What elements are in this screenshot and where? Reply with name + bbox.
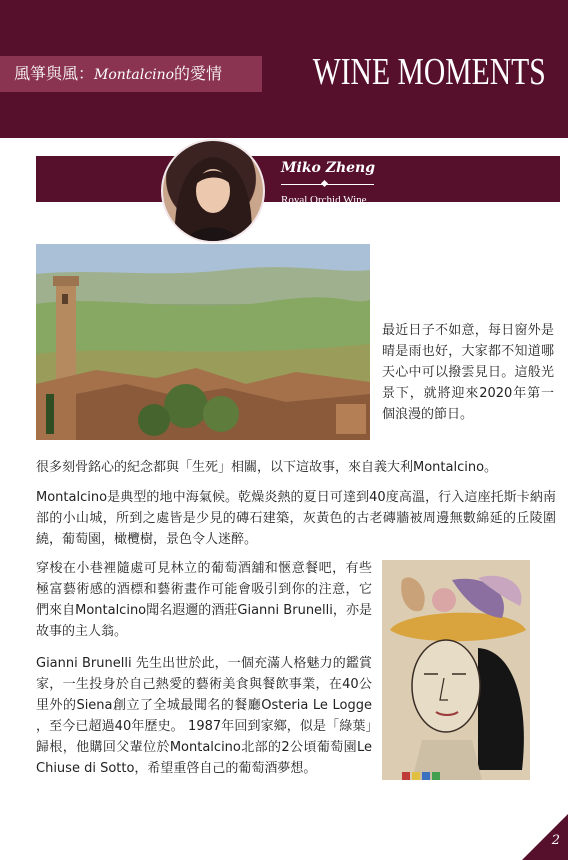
paragraph-2: 很多刻骨銘心的紀念都與「生死」相關，以下這故事，來自義大利Montalcino。 [36, 460, 498, 475]
montalcino-photo [36, 244, 370, 440]
avatar-portrait [163, 141, 263, 241]
author-role: Sales and Marketing Manager [281, 208, 414, 220]
page-number: 2 [551, 833, 560, 848]
author-avatar [161, 139, 265, 243]
author-name: Miko Zheng [281, 160, 376, 176]
author-company: Royal Orchid Wine [281, 194, 367, 206]
author-title [281, 193, 413, 221]
paragraph-4: 穿梭在小巷裡隨處可見林立的葡萄酒舖和愜意餐吧，有些極富藝術感的酒標和藝術畫作可能會吸引到你的注意，它們來自Montalcino聞名遐邇的酒莊Gianni Brunelli，亦是故事的主人翁。 [36, 561, 372, 639]
paragraph-5: Gianni Brunelli 先生出世於此，一個充滿人格魅力的鑑賞家，一生投身於自己熱愛的藝術美食與餐飲事業，在40公里外的Siena創立了全城最聞名的餐廳Osteria Le Logge ，至今已超過40年歷史。 1987年回到家鄉，似是「綠葉」歸根，他購回父輩位於Montalcino北部的2公頃葡萄園Le Chiuse di Sotto，希望重啓自己的葡萄酒夢想。 [36, 656, 372, 776]
section-title-latin: Montalcino [94, 67, 175, 83]
wine-label-painting [382, 560, 530, 780]
landscape-illustration [36, 244, 370, 440]
intro-paragraph: 最近日子不如意，每日窗外是晴是雨也好，大家都不知道哪天心中可以撥雲見日。這般光景下，就將迎來2020年第一個浪漫的節日。 [382, 323, 554, 422]
section-title [0, 56, 262, 92]
section-title-suffix: 的愛情 [174, 64, 223, 83]
section-title-cn: 風箏與風： [14, 64, 95, 83]
paragraph-3: Montalcino是典型的地中海氣候。乾燥炎熱的夏日可達到40度高溫，行入這座托斯卡納南部的小山城，所到之處皆是少見的磚石建築，灰黃色的古老磚牆被周邊無數綿延的丘陵圍繞，葡萄園，橄欖樹，景色令人迷醉。 [36, 490, 556, 547]
brand-logo: WINE MOMENTS [313, 51, 546, 93]
author-divider [281, 184, 374, 185]
page-corner [522, 814, 568, 860]
portrait-painting [382, 560, 530, 780]
